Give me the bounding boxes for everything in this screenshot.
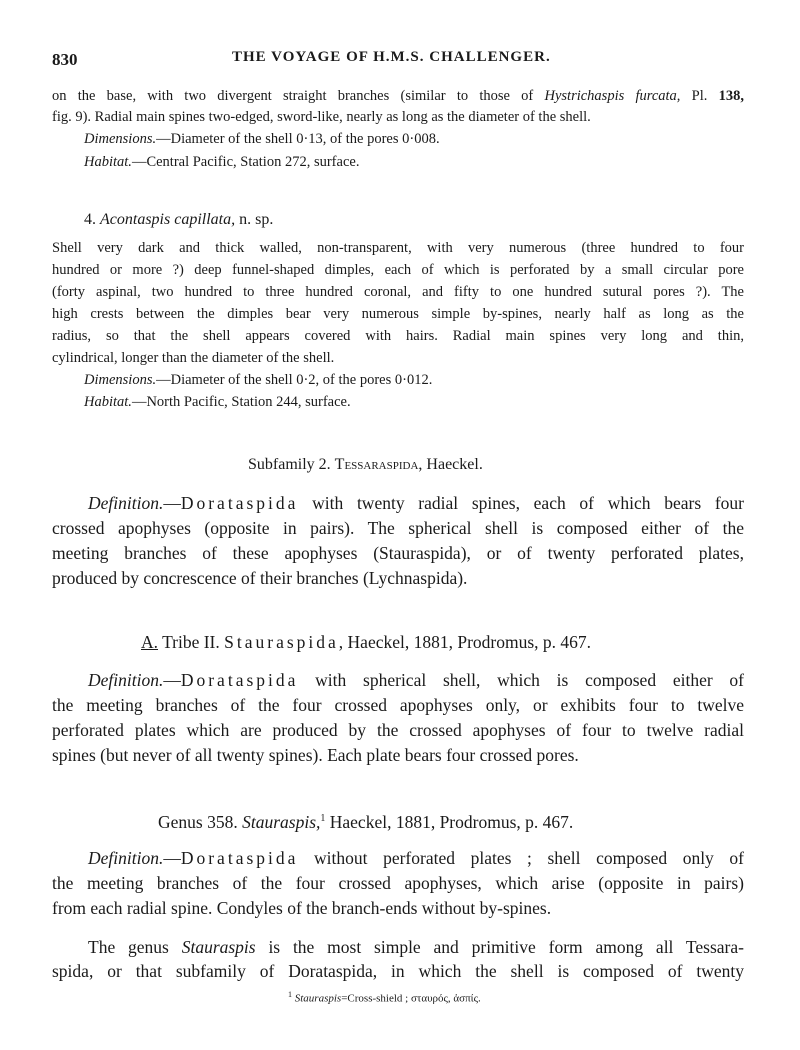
species-desc-line-2: hundred or more ?) deep funnel-shaped dimples, each of which is perforated by a small circular pore [52, 262, 744, 278]
habitat-label: Habitat. [84, 154, 132, 170]
genus-def-line-3: from each radial spine. Condyles of the branch-ends without by-spines. [52, 898, 552, 918]
species-desc-line-5: radius, so that the shell appears covered with hairs. Radial main spines very long and thin, [52, 328, 744, 344]
text-run: Tribe II. [158, 632, 225, 652]
footnote-term: Stauraspis [294, 992, 342, 1005]
tribe-def-line-3: perforated plates which are produced by the crossed apophyses of four to twelve radial [52, 720, 744, 740]
habitat-label: Habitat. [84, 394, 132, 410]
text-run: Subfamily 2. [248, 456, 335, 473]
genus-ref: Stauraspis [181, 937, 256, 957]
text-run: with twenty radial spines, each of which bears four [298, 493, 744, 513]
spaced-term: Dorataspida [180, 848, 299, 868]
spaced-term: Dorataspida [180, 493, 299, 513]
subfamily-name: Tessaraspida [334, 456, 419, 473]
tribe-letter: A. [141, 632, 159, 652]
text-run: Pl. [680, 88, 719, 104]
subfamily-heading [248, 456, 483, 474]
text-run: — [163, 848, 181, 868]
subfamily-def-line-3: meeting branches of these apophyses (Stauraspida), or of twenty perforated plates, [52, 543, 744, 563]
species-number: 4. [84, 211, 96, 228]
genus-def-line-2: the meeting branches of the four crossed apophyses, which arise (opposite in pairs) [52, 873, 744, 893]
spaced-term: Dorataspida [180, 670, 299, 690]
closing-line-1 [88, 937, 744, 958]
text-run: — [163, 670, 181, 690]
footnote-marker: 1 [320, 813, 326, 825]
subfamily-def-line-4: produced by concrescence of their branches (Lychnaspida). [52, 568, 468, 588]
tribe-heading [141, 632, 591, 653]
text-run: , Haeckel, 1881, Prodromus, p. 467. [338, 632, 592, 652]
text-run: , Haeckel. [418, 456, 483, 473]
text-run: Genus 358. [158, 812, 243, 832]
top-line-2: fig. 9). Radial main spines two-edged, sword-like, nearly as long as the diameter of the shell. [52, 109, 591, 125]
species-suffix: n. sp. [235, 211, 274, 228]
text-run: — [163, 493, 181, 513]
dimensions-label: Dimensions. [84, 131, 157, 147]
species-desc-line-3: (forty aspinal, two hundred to three hundred coronal, and fifty to one hundred sutural pores ?). The [52, 284, 744, 300]
species-desc-line-1: Shell very dark and thick walled, non-transparent, with very numerous (three hundred to four [52, 240, 744, 256]
text-run: is the most simple and primitive form among all Tessara- [255, 937, 744, 957]
definition-label: Definition. [88, 493, 164, 513]
subfamily-def-line-2: crossed apophyses (opposite in pairs). The spherical shell is composed either of the [52, 518, 744, 538]
genus-name: Stauraspis, [242, 812, 321, 832]
genus-def-line-1 [88, 848, 744, 869]
text-run: with spherical shell, which is composed either of [298, 670, 744, 690]
text-run: on the base, with two divergent straight branches (similar to those of [52, 88, 545, 104]
definition-label: Definition. [88, 848, 164, 868]
footnote-marker: 1 [288, 990, 292, 999]
text-run: The genus [88, 937, 182, 957]
top-line-1 [52, 88, 744, 105]
dimensions-label: Dimensions. [84, 372, 157, 388]
dimensions-text: —Diameter of the shell 0·2, of the pores 0·012. [156, 372, 433, 388]
genus-heading [158, 812, 573, 833]
definition-label: Definition. [88, 670, 164, 690]
top-dimensions [84, 131, 440, 148]
species-heading [84, 211, 273, 229]
closing-line-2: spida, or that subfamily of Dorataspida, in which the shell is composed of twenty [52, 961, 744, 981]
plate-number: 138, [718, 88, 744, 104]
species-ref: Hystrichaspis furcata, [544, 88, 681, 104]
page-number: 830 [52, 50, 78, 69]
species-dimensions [84, 372, 432, 389]
species-name: Acontaspis capillata, [100, 211, 236, 228]
subfamily-def-line-1 [88, 493, 744, 514]
dimensions-text: —Diameter of the shell 0·13, of the pores 0·008. [156, 131, 440, 147]
tribe-def-line-2: the meeting branches of the four crossed apophyses only, or exhibits four to twelve [52, 695, 744, 715]
text-run: without perforated plates ; shell composed only of [298, 848, 744, 868]
species-desc-line-4: high crests between the dimples bear very numerous simple by-spines, nearly half as long as the [52, 306, 744, 322]
species-desc-line-6: cylindrical, longer than the diameter of the shell. [52, 350, 335, 366]
footnote [288, 990, 481, 1005]
habitat-text: —North Pacific, Station 244, surface. [131, 394, 351, 410]
species-habitat [84, 394, 351, 411]
top-habitat [84, 154, 359, 171]
tribe-def-line-1 [88, 670, 744, 691]
habitat-text: —Central Pacific, Station 272, surface. [131, 154, 360, 170]
text-run: Haeckel, 1881, Prodromus, p. 467. [325, 812, 574, 832]
tribe-name: Stauraspida [224, 632, 339, 652]
running-title: THE VOYAGE OF H.M.S. CHALLENGER. [232, 49, 551, 65]
tribe-def-line-4: spines (but never of all twenty spines). Each plate bears four crossed pores. [52, 745, 579, 765]
footnote-text: =Cross-shield ; σταυρός, ἀσπίς. [341, 992, 481, 1005]
